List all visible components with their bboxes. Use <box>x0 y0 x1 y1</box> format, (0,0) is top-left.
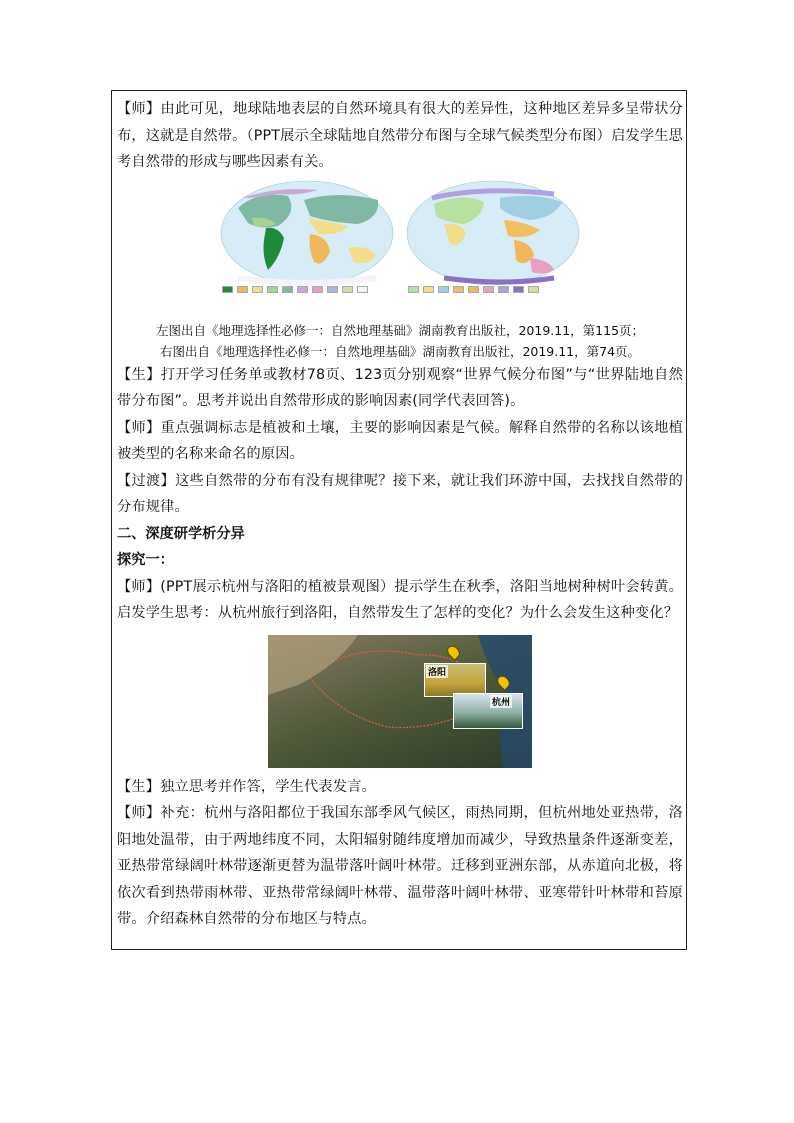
map-legend <box>222 286 392 293</box>
paragraph-teacher-supplement: 【师】补充：杭州与洛阳都位于我国东部季风气候区，雨热同期，但杭州地处亚热带，洛阳地处温带，由于两地纬度不同，太阳辐射随纬度增加而减少，导致热量条件逐渐变差，亚热带常绿阔叶林带逐渐更替为温带落叶阔叶林带。迁移到亚洲东部，从赤道向北极，将依次看到热带雨林带、亚热带常绿阔叶林带、温带落叶阔叶林带、亚寒带针叶林带和苔原带。介绍森林自然带的分布地区与特点。 <box>117 805 683 927</box>
china-satellite-photo <box>268 635 532 768</box>
world-natural-zone-map <box>218 178 396 316</box>
maps-figure <box>117 178 683 316</box>
climate-map-image <box>404 178 582 288</box>
paragraph-teacher-intro: 【师】由此可见，地球陆地表层的自然环境具有很大的差异性，这种地区差异多呈带状分布，这就是自然带。（PPT展示全球陆地自然带分布图与全球气候类型分布图）启发学生思考自然带的形成与哪些因素有关。 <box>117 101 684 170</box>
caption-left-map: 左图出自《地理选择性必修一：自然地理基础》湖南教育出版社，2019.11，第115页； <box>155 322 645 338</box>
hangzhou-photo-inset <box>453 693 523 729</box>
luoyang-label: 洛阳 <box>426 665 448 678</box>
climate-legend <box>408 286 578 293</box>
paragraph-student-observe: 【生】打开学习任务单或教材78页、123页分别观察“世界气候分布图”与“世界陆地自然带分布图”。思考并说出自然带形成的影响因素(同学代表回答)。 <box>117 366 683 409</box>
natural-zone-map-image <box>218 178 396 288</box>
explore-heading: 探究一： <box>117 552 174 568</box>
caption-right-map: 右图出自《地理选择性必修一：自然地理基础》湖南教育出版社，2019.11，第74页。 <box>159 343 641 359</box>
section-heading: 二、深度研学析分异 <box>117 525 245 542</box>
lesson-content <box>117 96 683 933</box>
paragraph-teacher-ppt: 【师】(PPT展示杭州与洛阳的植被景观图）提示学生在秋季，洛阳当地树种树叶会转黄。启发学生思考：从杭州旅行到洛阳，自然带发生了怎样的变化？为什么会发生这种变化？ <box>117 578 683 621</box>
world-climate-map <box>404 178 582 316</box>
paragraph-transition: 【过渡】这些自然带的分布有没有规律呢？接下来，就让我们环游中国，去找找自然带的分布规律。 <box>117 472 683 515</box>
paragraph-teacher-emphasis: 【师】重点强调标志是植被和土壤，主要的影响因素是气候。解释自然带的名称以该地植被类型的名称来命名的原因。 <box>117 419 683 462</box>
hangzhou-label: 杭州 <box>490 695 512 708</box>
paragraph-student-answer: 【生】独立思考并作答，学生代表发言。 <box>117 778 376 795</box>
